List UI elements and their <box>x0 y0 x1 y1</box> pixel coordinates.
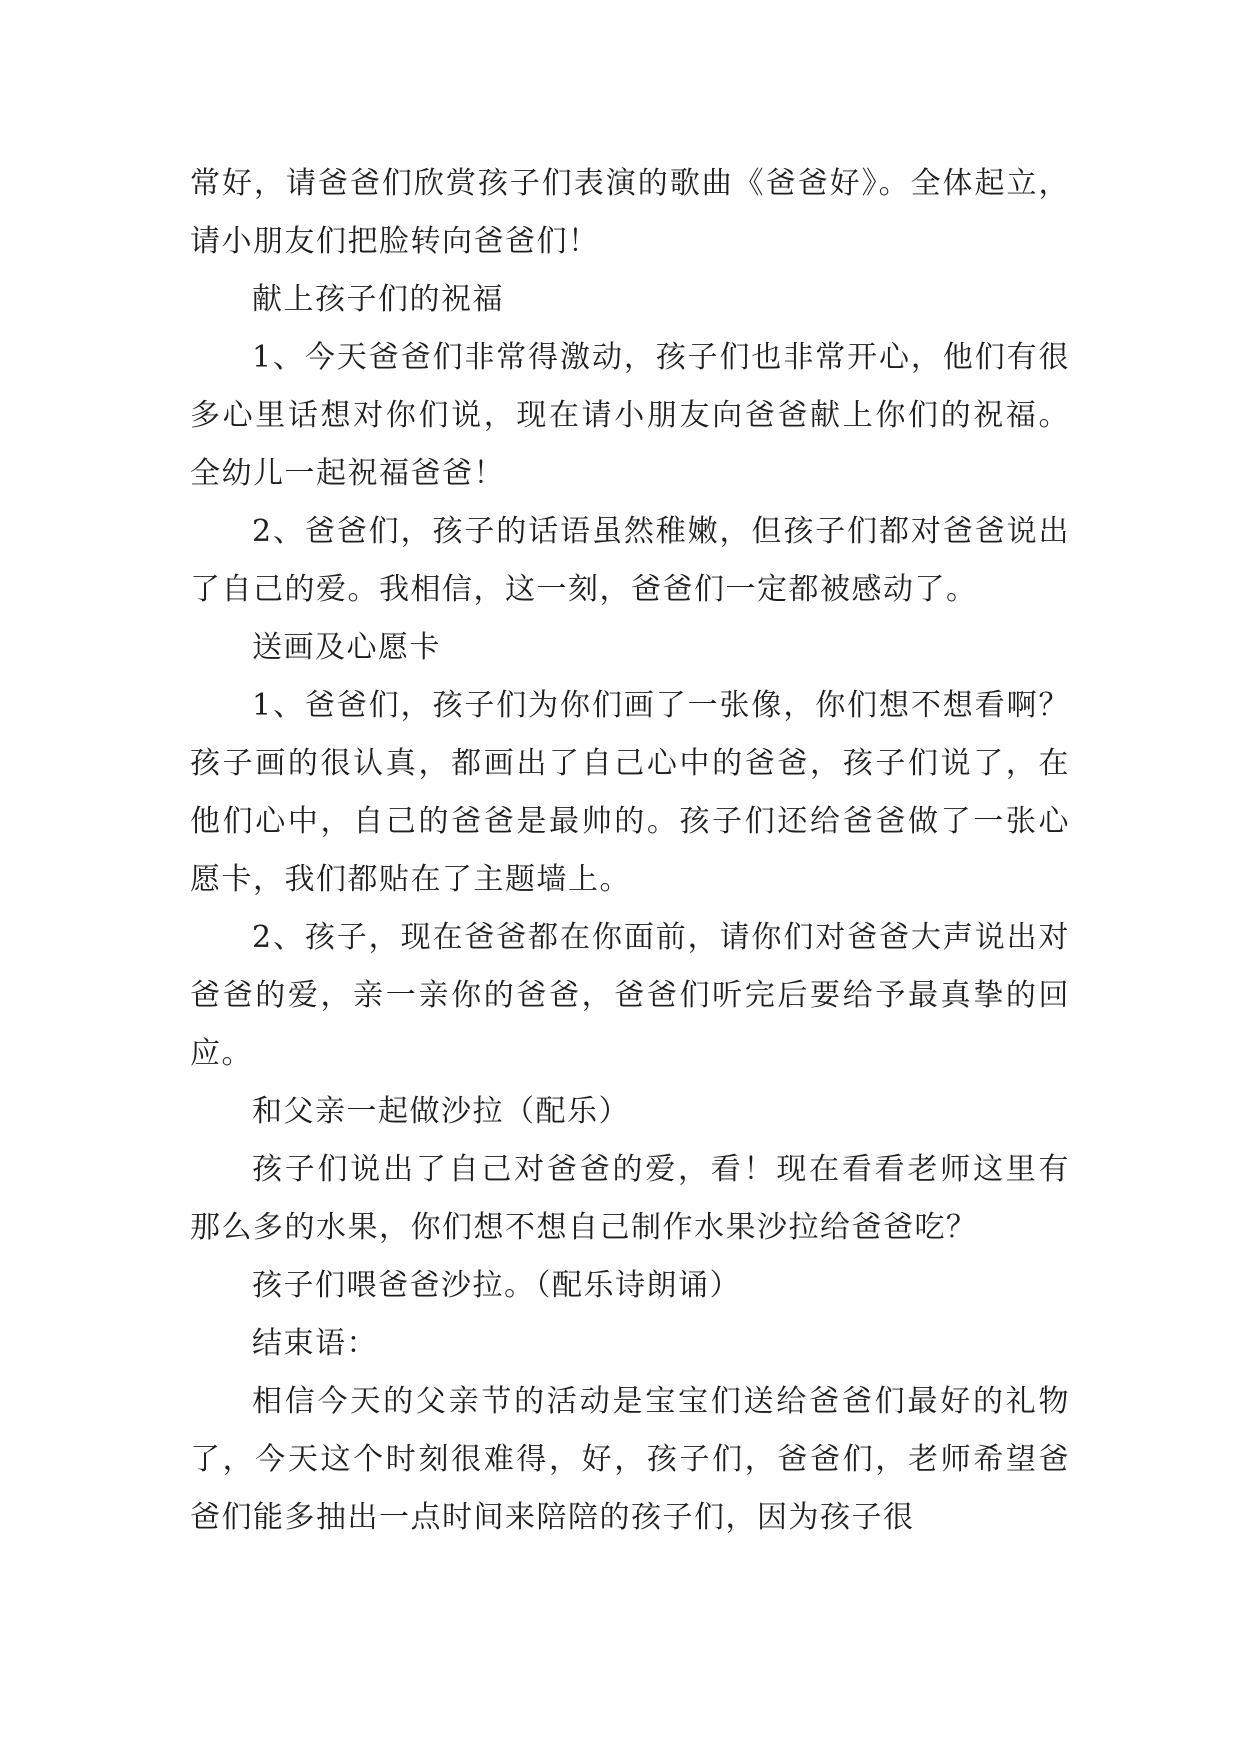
section-heading-drawing: 送画及心愿卡 <box>252 630 441 665</box>
paragraph-closing: 相信今天的父亲节的活动是宝宝们送给爸爸们最好的礼物了，今天这个时刻很难得，好，孩子们，爸爸们，老师希望爸爸们能多抽出一点时间来陪陪的孩子们，因为孩子很 <box>190 1384 1070 1535</box>
section-heading-closing: 结束语： <box>252 1326 378 1361</box>
paragraph-salad-1: 孩子们说出了自己对爸爸的爱，看！现在看看老师这里有那么多的水果，你们想不想自己制作水果沙拉给爸爸吃？ <box>190 1152 1070 1245</box>
paragraph-drawing-2: 2、孩子，现在爸爸都在你面前，请你们对爸爸大声说出对爸爸的爱，亲一亲你的爸爸，爸爸们听完后要给予最真挚的回应。 <box>190 920 1070 1071</box>
paragraph-salad-2: 孩子们喂爸爸沙拉。（配乐诗朗诵） <box>252 1268 741 1303</box>
paragraph-blessing-1: 1、今天爸爸们非常得激动，孩子们也非常开心，他们有很多心里话想对你们说，现在请小朋友向爸爸献上你们的祝福。全幼儿一起祝福爸爸！ <box>190 340 1070 491</box>
paragraph-intro: 常好，请爸爸们欣赏孩子们表演的歌曲《爸爸好》。全体起立，请小朋友们把脸转向爸爸们！ <box>190 166 1070 259</box>
section-heading-salad: 和父亲一起做沙拉（配乐） <box>252 1094 630 1129</box>
paragraph-drawing-1: 1、爸爸们，孩子们为你们画了一张像，你们想不想看啊？孩子画的很认真，都画出了自己心中的爸爸，孩子们说了，在他们心中，自己的爸爸是最帅的。孩子们还给爸爸做了一张心愿卡，我们都贴在了主题墙上。 <box>190 688 1070 897</box>
section-heading-blessing: 献上孩子们的祝福 <box>252 282 504 317</box>
paragraph-blessing-2: 2、爸爸们，孩子的话语虽然稚嫩，但孩子们都对爸爸说出了自己的爱。我相信，这一刻，爸爸们一定都被感动了。 <box>190 514 1070 607</box>
document-body <box>190 155 1070 1547</box>
